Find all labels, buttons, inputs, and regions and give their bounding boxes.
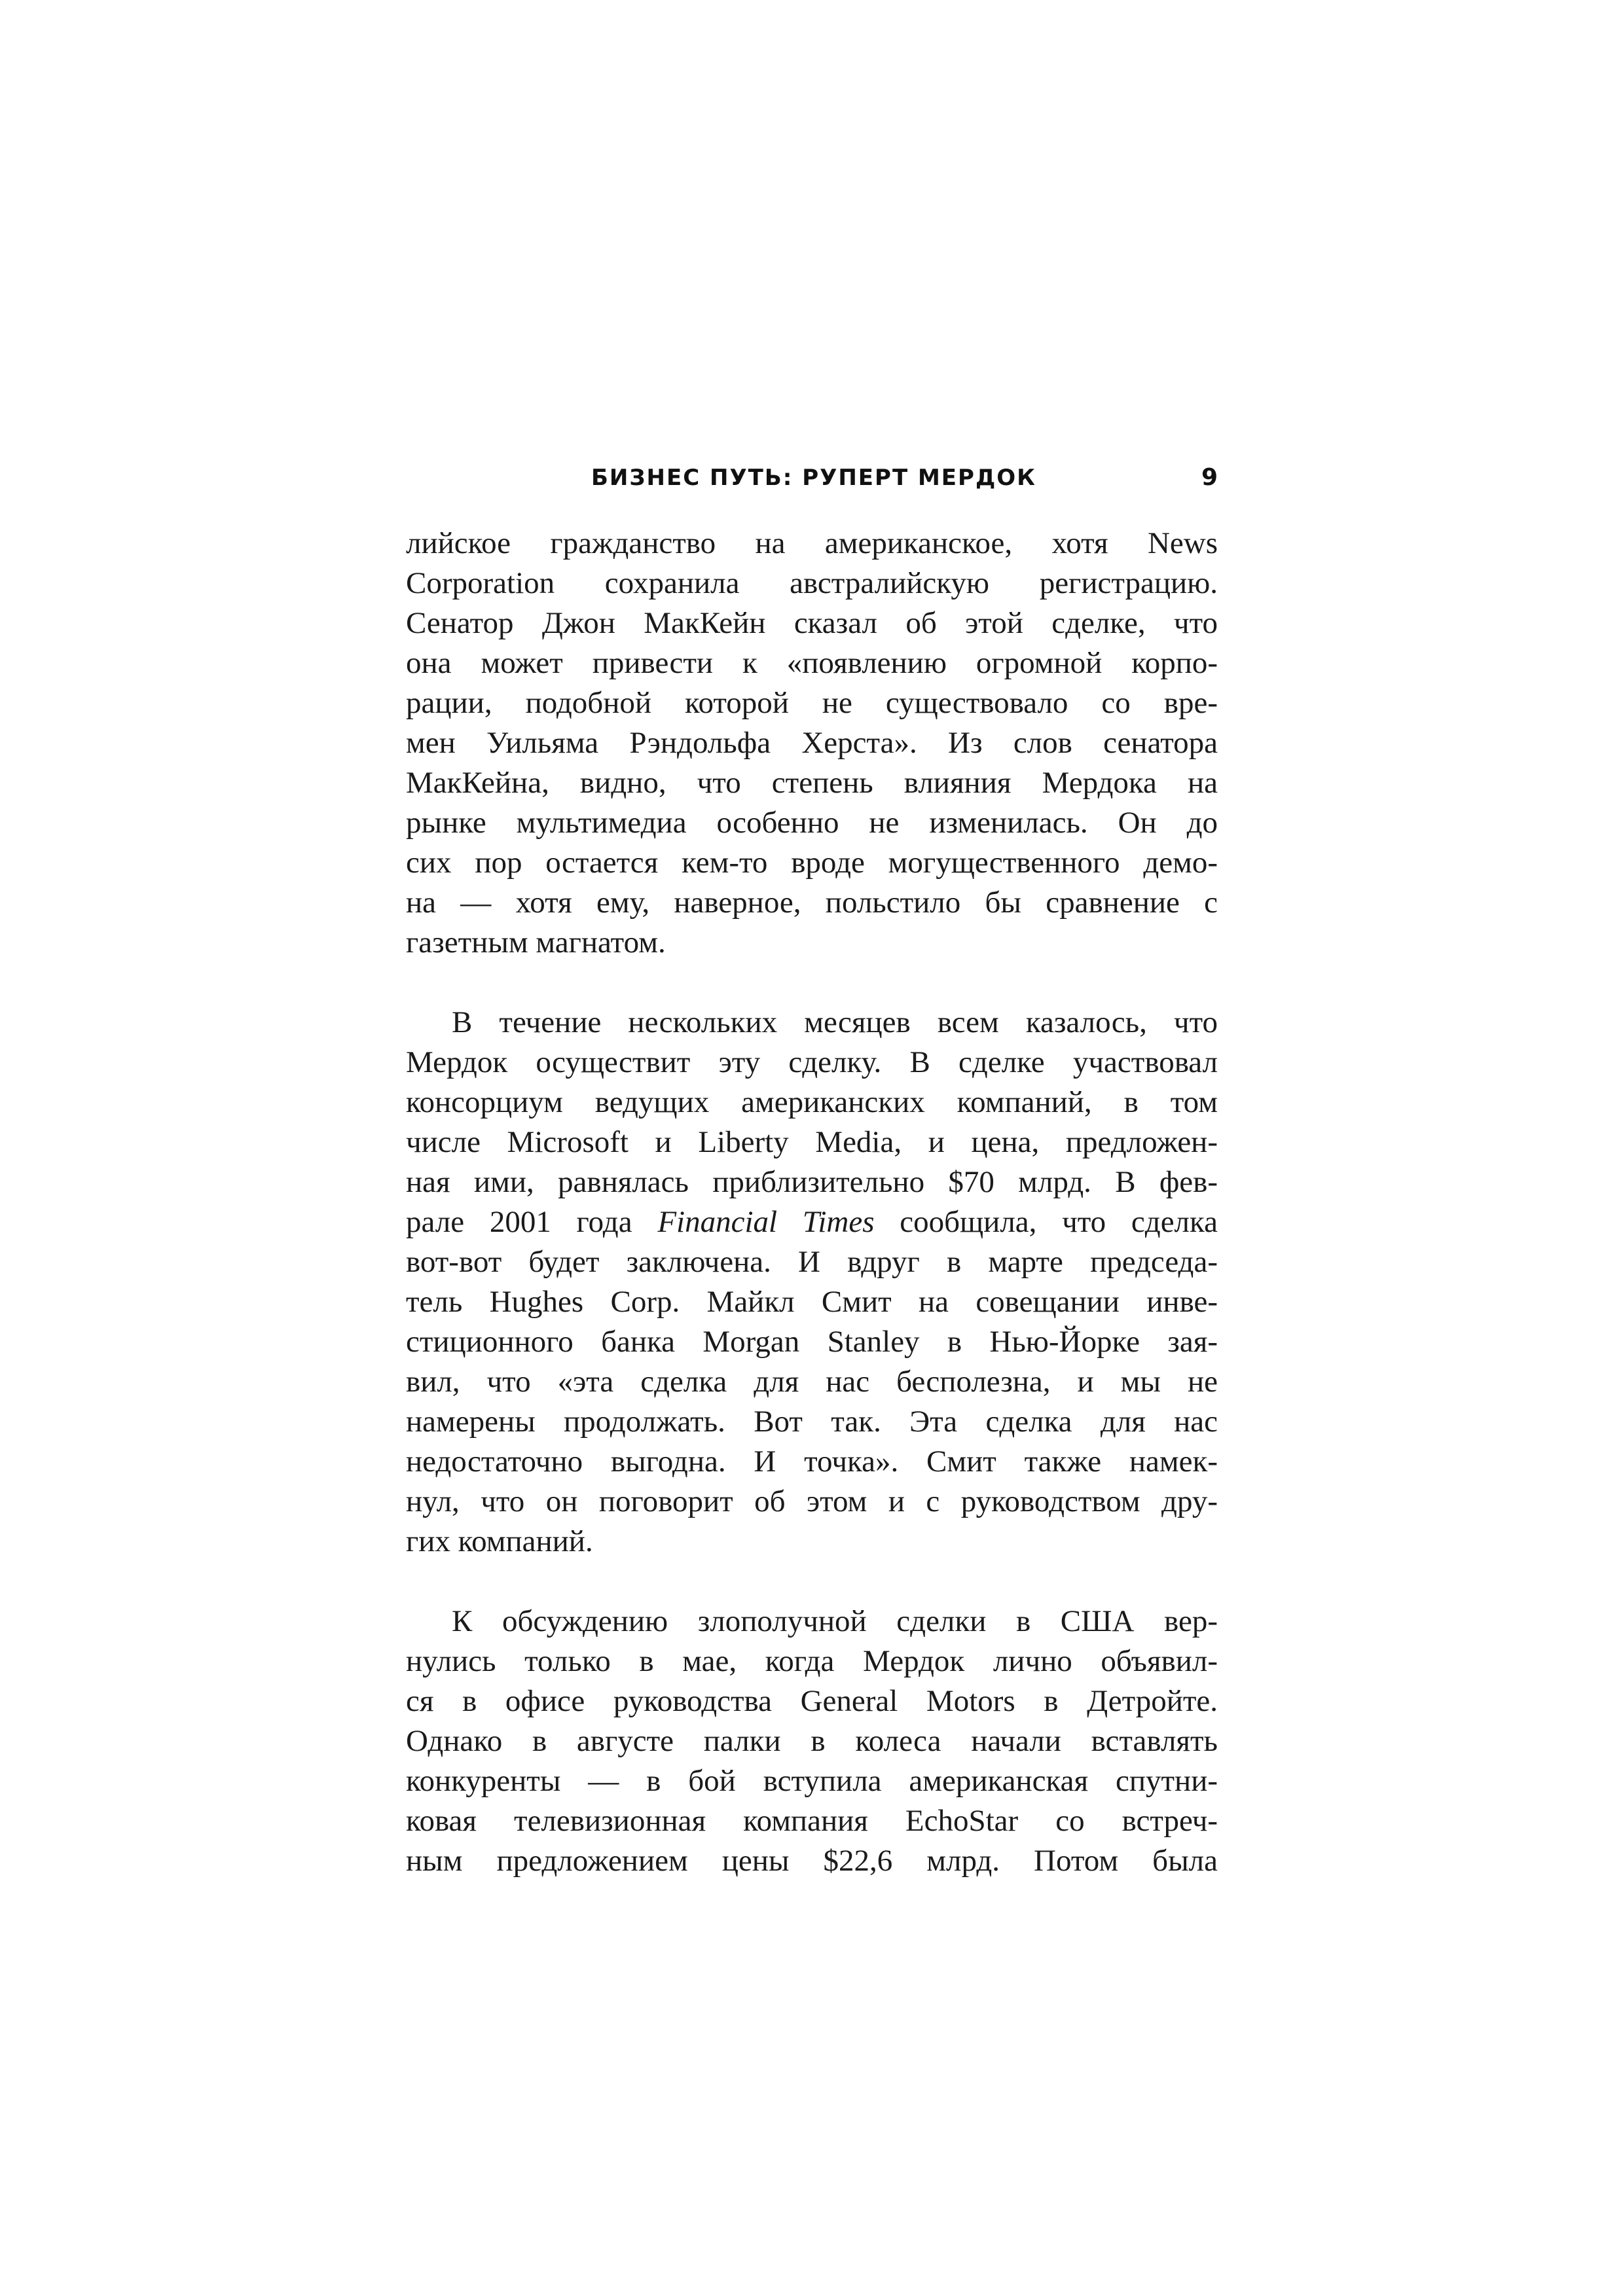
- text-run: рале 2001 года: [406, 1205, 658, 1239]
- text-line: К обсуждению злополучной сделки в США вер-: [452, 1604, 1218, 1638]
- text-line: нул, что он поговорит об этом и с руководством дру-: [406, 1484, 1218, 1518]
- text-line: МакКейна, видно, что степень влияния Мердока на: [406, 766, 1218, 800]
- text-line: она может привести к «появлению огромной корпо-: [406, 646, 1218, 680]
- text-line: Мердок осуществит эту сделку. В сделке участвовал: [406, 1045, 1218, 1079]
- text-line: гих компаний.: [406, 1524, 593, 1558]
- body-text: [406, 524, 1218, 1881]
- text-line: ковая телевизионная компания EchoStar со встреч-: [406, 1804, 1218, 1838]
- text-line: ная ими, равнялась приблизительно $70 млрд. В фев-: [406, 1165, 1218, 1199]
- text-line: рации, подобной которой не существовало со вре-: [406, 686, 1218, 720]
- text-line: конкуренты — в бой вступила американская спутни-: [406, 1764, 1218, 1798]
- running-head: [406, 458, 1218, 497]
- publication-name: Financial Times: [657, 1205, 875, 1239]
- page-number: 9: [1201, 464, 1218, 491]
- text-line: числе Microsoft и Liberty Media, и цена, предложен-: [406, 1125, 1218, 1159]
- text-line: лийское гражданство на американское, хотя News: [406, 526, 1218, 560]
- text-line: В течение нескольких месяцев всем казалось, что: [452, 1005, 1218, 1039]
- paragraph-2: [406, 1003, 1218, 1562]
- text-line: ным предложением цены $22,6 млрд. Потом была: [406, 1844, 1218, 1878]
- text-line: консорциум ведущих американских компаний, в том: [406, 1085, 1218, 1119]
- text-line: ся в офисе руководства General Motors в Детройте.: [406, 1684, 1218, 1718]
- text-line: газетным магнатом.: [406, 925, 666, 960]
- text-line: рынке мультимедиа особенно не изменилась. Он до: [406, 806, 1218, 840]
- running-title: БИЗНЕС ПУТЬ: РУПЕРТ МЕРДОК: [591, 465, 1036, 491]
- paragraph-1: [406, 524, 1218, 963]
- text-line: мен Уильяма Рэндольфа Херста». Из слов сенатора: [406, 726, 1218, 760]
- text-run: сообщила, что сделка: [874, 1205, 1218, 1239]
- text-line: вил, что «эта сделка для нас бесполезна, и мы не: [406, 1365, 1218, 1399]
- text-line: недостаточно выгодна. И точка». Смит также намек-: [406, 1444, 1218, 1479]
- paragraph-3: [406, 1602, 1218, 1881]
- text-line: вот-вот будет заключена. И вдруг в марте председа-: [406, 1245, 1218, 1279]
- text-line: нулись только в мае, когда Мердок лично объявил-: [406, 1644, 1218, 1678]
- text-line: тель Hughes Corp. Майкл Смит на совещании инве-: [406, 1285, 1218, 1319]
- text-line: Corporation сохранила австралийскую регистрацию.: [406, 566, 1218, 600]
- text-line: намерены продолжать. Вот так. Эта сделка для нас: [406, 1405, 1218, 1439]
- text-line-with-italic: [406, 1202, 1218, 1242]
- text-line: сих пор остается кем-то вроде могущественного демо-: [406, 846, 1218, 880]
- text-line: Однако в августе палки в колеса начали вставлять: [406, 1724, 1218, 1758]
- text-line: на — хотя ему, наверное, польстило бы сравнение с: [406, 886, 1218, 920]
- text-line: Сенатор Джон МакКейн сказал об этой сделке, что: [406, 606, 1218, 640]
- text-line: стиционного банка Morgan Stanley в Нью-Йорке зая-: [406, 1325, 1218, 1359]
